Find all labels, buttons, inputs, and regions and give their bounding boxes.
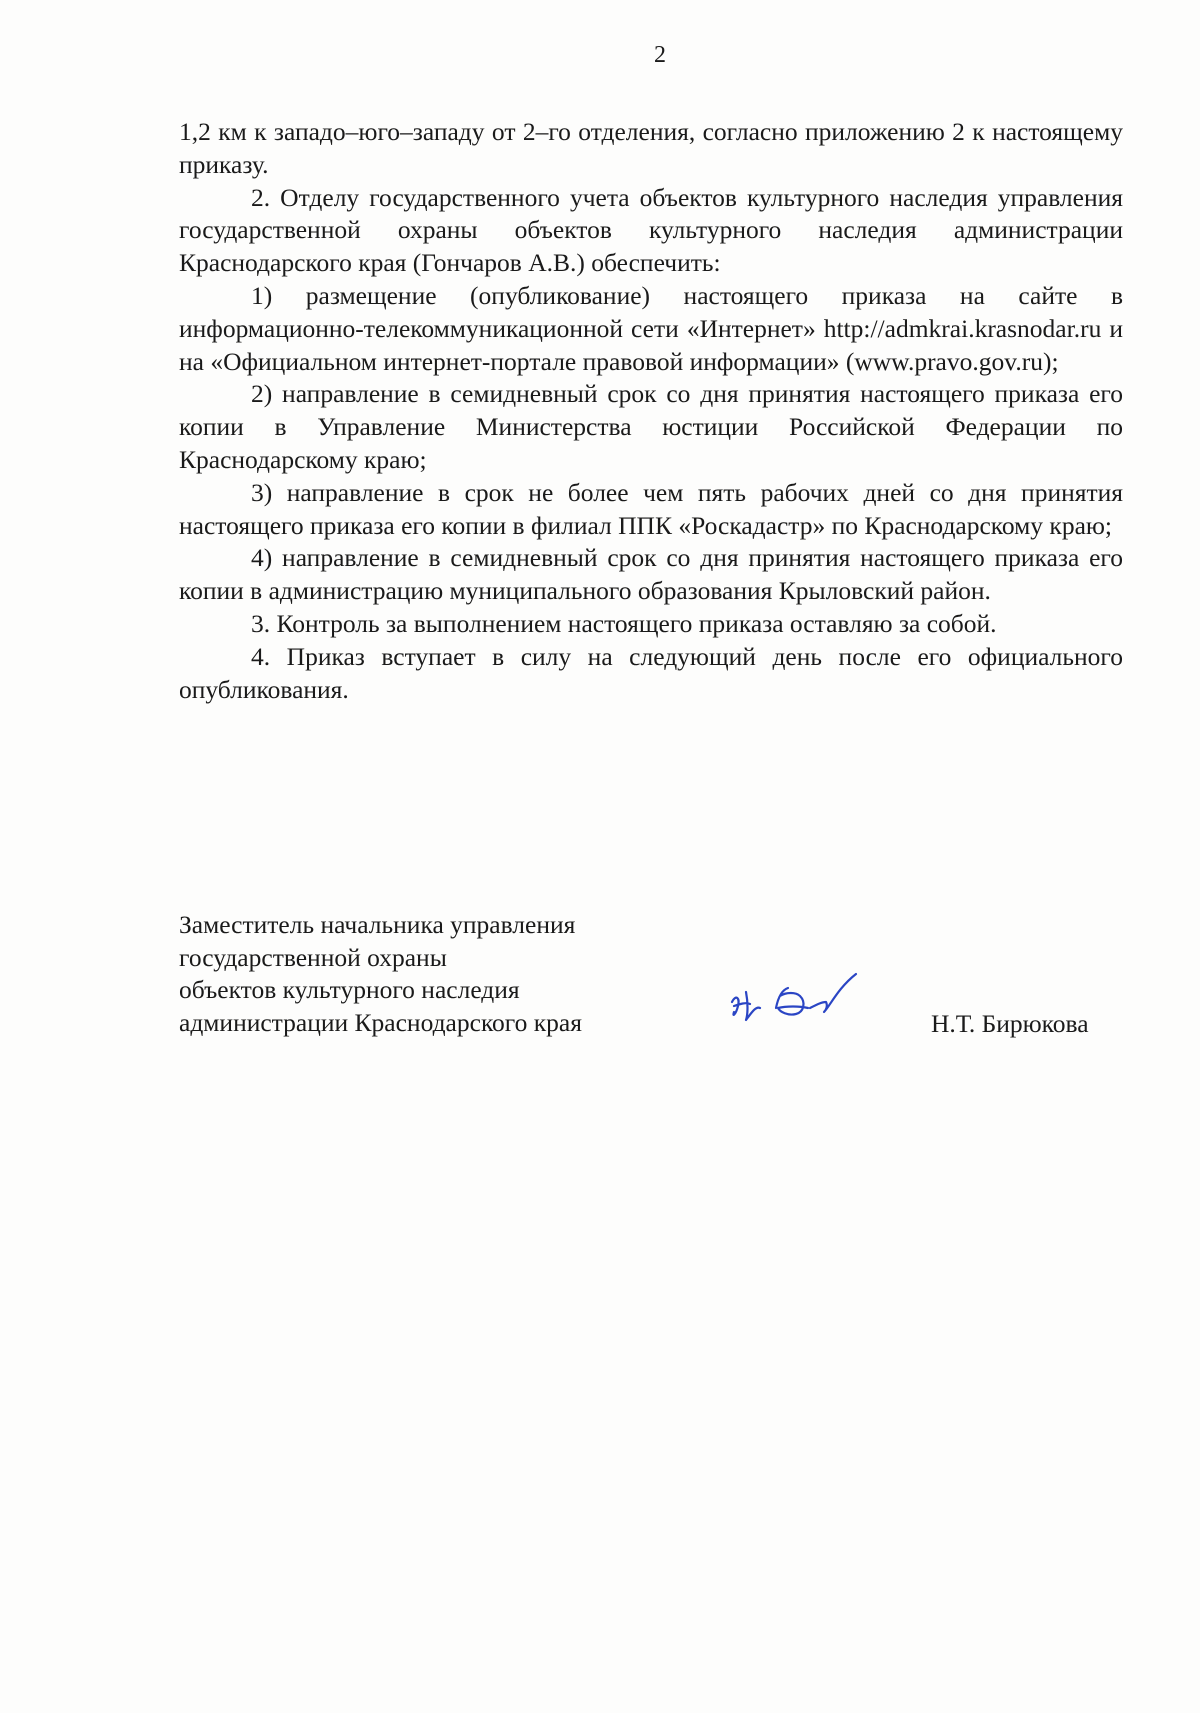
paragraph-item-3: 3. Контроль за выполнением настоящего приказа оставляю за собой. (251, 608, 997, 638)
paragraph-continuation: 1,2 км к западо–юго–западу от 2–го отделения, согласно приложению 2 к настоящему приказу. (179, 117, 1123, 179)
page-number: 2 (654, 42, 666, 68)
signatory-title (179, 909, 582, 1039)
paragraph-subitem-2: 2) направление в семидневный срок со дня принятия настоящего приказа его копии в Управление Министерства юстиции Российской Федерации по Краснодарскому краю; (179, 379, 1123, 474)
signatory-title-line: объектов культурного наследия (179, 975, 520, 1004)
paragraph-item-2: 2. Отделу государственного учета объектов культурного наследия управления государственной охраны объектов культурного наследия администрации Краснодарского края (Гончаров А.В.) обеспечить: (179, 182, 1123, 278)
paragraph-subitem-4: 4) направление в семидневный срок со дня принятия настоящего приказа его копии в администрацию муниципального образования Крыловский район. (179, 543, 1123, 606)
signer-name: Н.Т. Бирюкова (931, 1009, 1089, 1038)
handwritten-signature (726, 962, 876, 1042)
paragraph-subitem-3: 3) направление в срок не более чем пять рабочих дней со дня принятия настоящего приказа его копии в филиал ППК «Роскадастр» по Краснодарскому краю; (179, 477, 1123, 540)
signatory-title-line: государственной охраны (179, 942, 447, 972)
signatory-title-line: Заместитель начальника управления (179, 910, 576, 939)
document-body (179, 116, 1123, 706)
paragraph-subitem-1: 1) размещение (опубликование) настоящего приказа на сайте в информационно-телекоммуникационной сети «Интернет» http://admkrai.krasnodar.ru и на «Официальном интернет-портале правовой информации» (www.pravo.gov.ru); (179, 280, 1123, 376)
signatory-title-line: администрации Краснодарского края (179, 1007, 582, 1037)
paragraph-item-4: 4. Приказ вступает в силу на следующий день после его официального опубликования. (179, 641, 1123, 704)
